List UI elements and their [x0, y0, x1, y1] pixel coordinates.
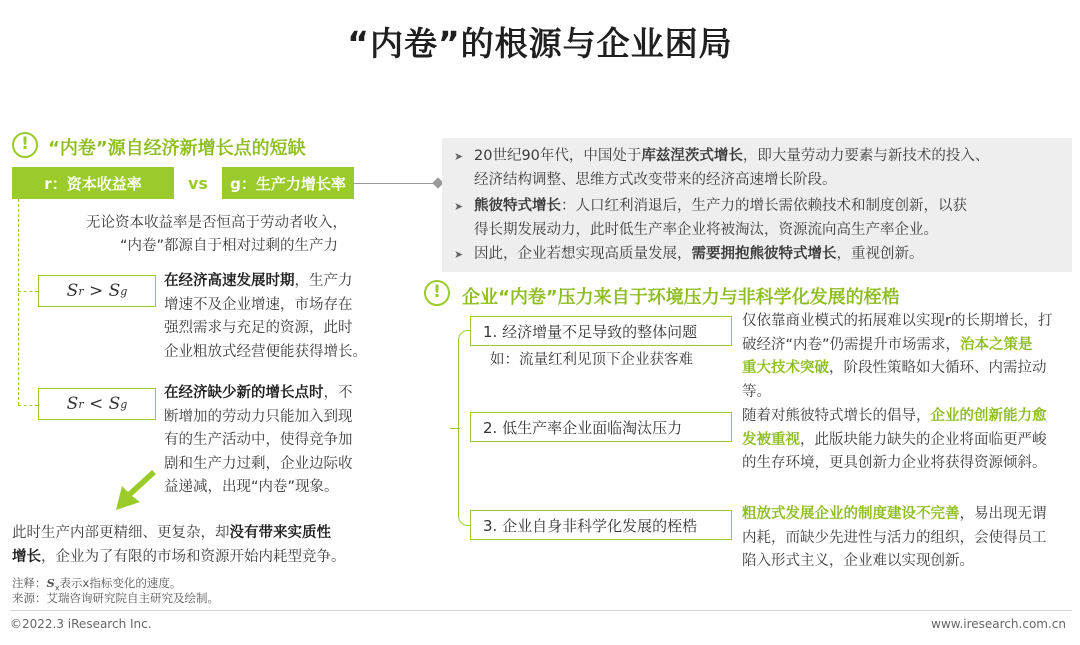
left-section-heading: “内卷”源自经济新增长点的短缺 [48, 138, 306, 159]
bullet-kuznets: ➤ 20世纪90年代，中国处于库兹涅茨式增长，即大量劳动力要素与新技术的投入、 经济结构调整、思维方式改变带来的经济高速增长阶段。 [454, 145, 1066, 192]
page-title: “内卷”的根源与企业困局 [347, 24, 733, 63]
item-1-example: 如：流量红利见顶下企业获客难 [490, 352, 693, 368]
case2-text: 在经济缺少新的增长点时，不 断增加的劳动力只能加入到现 有的生产活动中，使得竞争加 剧和生产力过剩，企业边际收 益递减，出现“内卷”现象。 [164, 385, 353, 495]
productivity-growth-box: g：生产力增长率 [222, 167, 354, 199]
item-1-box: 1. 经济增量不足导致的整体问题 [470, 316, 732, 346]
intro-line-2: “内卷”都源自于相对过剩的生产力 [120, 238, 339, 254]
exclamation-circle-icon: ! [424, 280, 450, 306]
exclamation-circle-icon: ! [12, 132, 38, 158]
conclusion-line-1: 此时生产内部更精细、更复杂，却没有带来实质性 [12, 525, 331, 541]
triangle-bullet-icon: ➤ [454, 200, 464, 213]
copyright: ©2022.3 iResearch Inc. [10, 617, 152, 631]
item-2-box: 2. 低生产率企业面临淘汰压力 [470, 412, 732, 442]
bullet-conclusion: ➤ 因此，企业若想实现高质量发展，需要拥抱熊彼特式增长，重视创新。 [454, 243, 1066, 267]
note: 注释：$S_x$表示x指标变化的速度。 [12, 576, 182, 593]
item-1-description: 仅依靠商业模式的拓展难以实现r的长期增长，打 破经济“内卷”仍需提升市场需求，治本之策是 重大技术突破，阶段性策略如大循环、内需拉动 等。 [742, 313, 1053, 400]
case1-text: 在经济高速发展时期，生产力 增速不及企业增速，市场存在 强烈需求与充足的资源，此时 企业粗放式经营便能获得增长。 [164, 273, 367, 360]
item-3-description: 粗放式发展企业的制度建设不完善，易出现无谓 内耗，而缺少先进性与活力的组织，会使得员工 陷入形式主义，企业难以实现创新。 [742, 506, 1047, 569]
dashed-tick [18, 405, 38, 406]
down-left-arrow-icon [112, 470, 158, 514]
intro-line-1: 无论资本收益率是否恒高于劳动者收入， [86, 215, 347, 231]
bracket-tick [450, 428, 460, 429]
source: 来源：艾瑞咨询研究院自主研究及绘制。 [12, 591, 219, 605]
right-section-heading: 企业“内卷”压力来自于环境压力与非科学化发展的桎梏 [462, 287, 900, 308]
vs-label: vs [188, 174, 208, 193]
footer-divider [10, 610, 1072, 611]
bullet-schumpeter: ➤ 熊彼特式增长：人口红利消退后，生产力的增长需依赖技术和制度创新，以获 得长期发展动力，此时低生产率企业将被淘汰，资源流向高生产率企业。 [454, 195, 1066, 242]
triangle-bullet-icon: ➤ [454, 248, 464, 261]
website-link[interactable]: www.iresearch.com.cn [931, 617, 1066, 631]
triangle-bullet-icon: ➤ [454, 150, 464, 163]
dashed-bracket [18, 199, 19, 405]
capital-return-box: r：资本收益率 [12, 167, 174, 199]
item-2-description: 随着对熊彼特式增长的倡导，企业的创新能力愈 发被重视，此版块能力缺失的企业将面临更严峻 的生存环境，更具创新力企业将获得资源倾斜。 [742, 408, 1047, 471]
item-3-box: 3. 企业自身非科学化发展的桎梏 [470, 510, 732, 540]
dashed-tick [18, 291, 38, 292]
formula-r-less-g: S r < S g [38, 388, 156, 420]
formula-r-greater-g: S r > S g [38, 275, 156, 307]
connector-line [354, 183, 438, 184]
conclusion-line-2: 增长，企业为了有限的市场和资源开始内耗型竞争。 [12, 549, 346, 565]
